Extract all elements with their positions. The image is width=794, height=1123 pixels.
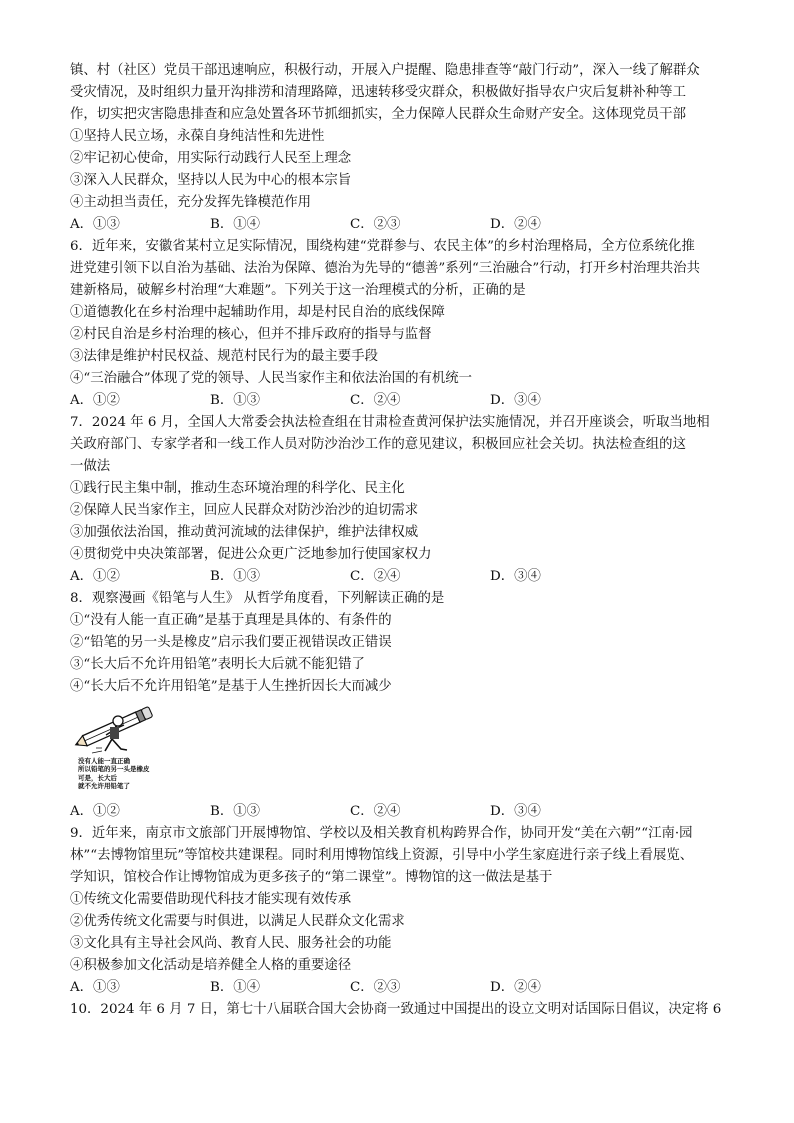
question-8-option: ③“长大后不允许用铅笔”表明长大后就不能犯错了 bbox=[70, 657, 365, 672]
question-8-option: ①“没有人能一直正确”是基于真理是具体的、有条件的 bbox=[70, 613, 392, 628]
choice-d[interactable]: D．③④ bbox=[490, 569, 541, 584]
question-9-choices bbox=[70, 977, 726, 999]
caption-line: 没有人能一直正确 bbox=[78, 757, 130, 765]
choice-b[interactable]: B．①④ bbox=[210, 980, 261, 995]
choice-a[interactable]: A．①③ bbox=[70, 980, 120, 995]
question-9-stem-line: 学知识，馆校合作让博物馆成为更多孩子的“第二课堂”。博物馆的这一做法是基于 bbox=[70, 870, 553, 885]
question-9 bbox=[70, 823, 726, 999]
choice-b[interactable]: B．①③ bbox=[210, 393, 261, 408]
question-9-option: ②优秀传统文化需要与时俱进，以满足人民群众文化需求 bbox=[70, 914, 405, 929]
question-9-stem-line: 林”“去博物馆里玩”等馆校共建课程。同时利用博物馆线上资源，引导中小学生家庭进行亲子线上看展览、 bbox=[70, 848, 694, 863]
question-6-stem-line: 建新格局，破解乡村治理“大难题”。下列关于这一治理模式的分析，正确的是 bbox=[70, 283, 526, 298]
question-8-stem-line: 8．观察漫画《铅笔与人生》 从哲学角度看，下列解读正确的是 bbox=[70, 591, 445, 606]
question-6-option: ③法律是维护村民权益、规范村民行为的最主要手段 bbox=[70, 349, 378, 364]
choice-b[interactable]: B．①④ bbox=[210, 217, 261, 232]
choice-b[interactable]: B．①③ bbox=[210, 569, 261, 584]
choice-c[interactable]: C．②④ bbox=[350, 804, 401, 819]
choice-d[interactable]: D．③④ bbox=[490, 393, 541, 408]
question-7-option: ④贯彻党中央决策部署，促进公众更广泛地参加行使国家权力 bbox=[70, 547, 432, 562]
question-5-stem-line: 镇、村（社区）党员干部迅速响应，积极行动，开展入户提醒、隐患排查等“敲门行动”，深入一线了解群众 bbox=[70, 63, 700, 78]
choice-a[interactable]: A．①② bbox=[70, 569, 120, 584]
question-10 bbox=[70, 999, 726, 1021]
caption-line: 可是，长大后 bbox=[78, 773, 117, 782]
question-7 bbox=[70, 412, 726, 588]
question-7-choices bbox=[70, 566, 726, 588]
question-6-stem-line: 进党建引领下以自治为基础、法治为保障、德治为先导的“德善”系列“三治融合”行动，打开乡村治理共治共 bbox=[70, 261, 700, 276]
choice-a[interactable]: A．①③ bbox=[70, 217, 120, 232]
question-7-option: ②保障人民当家作主，回应人民群众对防沙治沙的迫切需求 bbox=[70, 503, 419, 518]
question-9-option: ①传统文化需要借助现代科技才能实现有效传承 bbox=[70, 892, 352, 907]
question-9-stem-line: 9．近年来，南京市文旅部门开展博物馆、学校以及相关教育机构跨界合作，协同开发“美在六朝”“江南·园 bbox=[70, 826, 693, 841]
question-6-option: ①道德教化在乡村治理中起辅助作用，却是村民自治的底线保障 bbox=[70, 305, 445, 320]
choice-b[interactable]: B．①③ bbox=[210, 804, 261, 819]
pencil-man-illustration bbox=[72, 701, 162, 757]
question-8 bbox=[70, 588, 726, 823]
choice-c[interactable]: C．②③ bbox=[350, 980, 401, 995]
question-5-option: ②牢记初心使命，用实际行动践行人民至上理念 bbox=[70, 151, 352, 166]
choice-d[interactable]: D．②④ bbox=[490, 980, 541, 995]
choice-d[interactable]: D．③④ bbox=[490, 804, 541, 819]
question-5-stem-line: 受灾情况，及时组织力量开沟排涝和清理路障，迅速转移受灾群众，积极做好指导农户灾后复耕补种等工 bbox=[70, 85, 686, 100]
question-5-stem-line: 作，切实把灾害隐患排查和应急处置各环节抓细抓实，全力保障人民群众生命财产安全。这体现党员干部 bbox=[70, 107, 686, 122]
question-6-stem-line: 6．近年来，安徽省某村立足实际情况，围绕构建“党群参与、农民主体”的乡村治理格局，全方位系统化推 bbox=[70, 239, 695, 254]
question-8-option: ②“铅笔的另一头是橡皮”启示我们要正视错误改正错误 bbox=[70, 635, 392, 650]
question-5 bbox=[70, 60, 726, 236]
question-5-option: ④主动担当责任，充分发挥先锋模范作用 bbox=[70, 195, 312, 210]
pencil-cartoon bbox=[72, 701, 162, 799]
question-9-option: ③文化具有主导社会风尚、教育人民、服务社会的功能 bbox=[70, 936, 392, 951]
caption-line: 所以铅笔的另一头是橡皮 bbox=[78, 765, 150, 774]
cartoon-caption bbox=[78, 757, 150, 790]
question-6-option: ②村民自治是乡村治理的核心，但并不排斥政府的指导与监督 bbox=[70, 327, 432, 342]
question-8-option: ④“长大后不允许用铅笔”是基于人生挫折因长大而减少 bbox=[70, 679, 392, 694]
question-7-stem-line: 一做法 bbox=[70, 459, 111, 474]
question-10-stem-line: 10．2024 年 6 月 7 日，第七十八届联合国大会协商一致通过中国提出的设立文明对话国际日倡议，决定将 6 bbox=[70, 1002, 722, 1017]
question-6-option: ④“三治融合”体现了党的领导、人民当家作主和依法治国的有机统一 bbox=[70, 371, 473, 386]
choice-c[interactable]: C．②③ bbox=[350, 217, 401, 232]
choice-c[interactable]: C．②④ bbox=[350, 393, 401, 408]
question-5-option: ③深入人民群众，坚持以人民为中心的根本宗旨 bbox=[70, 173, 352, 188]
question-7-option: ①践行民主集中制，推动生态环境治理的科学化、民主化 bbox=[70, 481, 405, 496]
question-9-option: ④积极参加文化活动是培养健全人格的重要途径 bbox=[70, 958, 352, 973]
question-7-option: ③加强依法治国，推动黄河流域的法律保护，维护法律权威 bbox=[70, 525, 419, 540]
question-6-choices bbox=[70, 390, 726, 412]
choice-a[interactable]: A．①② bbox=[70, 393, 120, 408]
question-5-option: ①坚持人民立场，永葆自身纯洁性和先进性 bbox=[70, 129, 325, 144]
choice-c[interactable]: C．②④ bbox=[350, 569, 401, 584]
choice-a[interactable]: A．①② bbox=[70, 804, 120, 819]
choice-d[interactable]: D．②④ bbox=[490, 217, 541, 232]
caption-line: 就不允许用铅笔了 bbox=[78, 781, 130, 790]
exam-page bbox=[70, 60, 726, 1021]
question-6 bbox=[70, 236, 726, 412]
question-5-choices bbox=[70, 214, 726, 236]
question-7-stem-line: 7．2024 年 6 月，全国人大常委会执法检查组在甘肃检查黄河保护法实施情况，并召开座谈会，听取当地相 bbox=[70, 415, 710, 430]
question-8-choices bbox=[70, 801, 726, 823]
question-7-stem-line: 关政府部门、专家学者和一线工作人员对防沙治沙工作的意见建议，积极回应社会关切。执法检查组的这 bbox=[70, 437, 686, 452]
